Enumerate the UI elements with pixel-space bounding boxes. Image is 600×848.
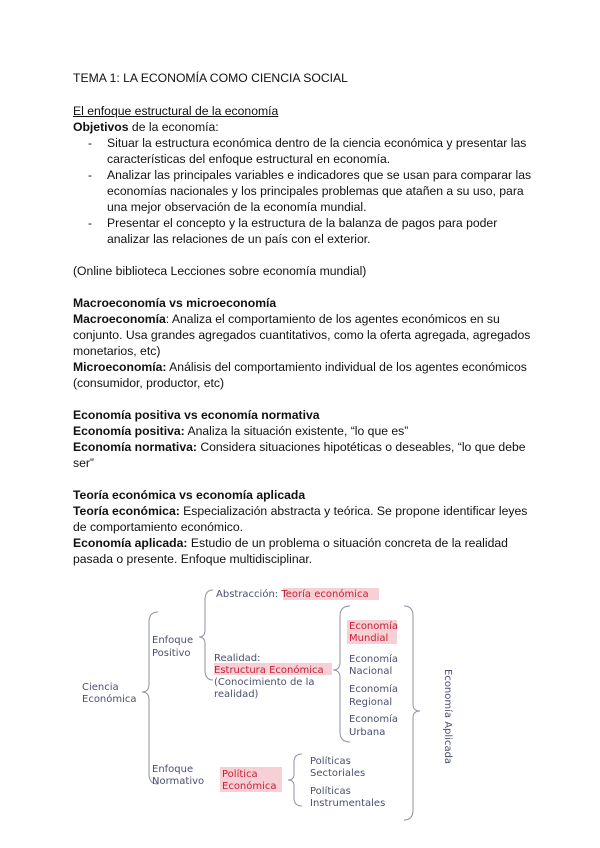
estructura-economica-label: Estructura Económica bbox=[214, 665, 324, 676]
politica-line-1: Política bbox=[222, 769, 258, 780]
objetivos-rest: de la economía: bbox=[128, 120, 219, 134]
normativa-definition: Considera situaciones hipotéticas o deseables, “lo que debe ser” bbox=[73, 440, 526, 470]
abstraccion-label: Abstracción: bbox=[216, 589, 282, 600]
positiva-term: Economía positiva: bbox=[73, 424, 185, 438]
bullet-text: Presentar el concepto y la estructura de la balanza de pagos para poder analizar las relaciones de un país con el exterior. bbox=[107, 216, 498, 246]
bullet-text: Analizar las principales variables e indicadores que se usan para comparar las economías nacionales y los principales problemas que atañen a su uso, para una mejor observación de la economía mundial. bbox=[107, 168, 532, 214]
abstraccion-line bbox=[216, 588, 369, 600]
positivo-line-1: Enfoque bbox=[152, 635, 194, 646]
section-heading: El enfoque estructural de la economía bbox=[73, 104, 279, 118]
micro-definition: Análisis del comportamiento individual de los agentes económicos (consumidor, productor, etc) bbox=[73, 360, 527, 390]
macro-term: Macroeconomía bbox=[73, 312, 166, 326]
sectoriales-line-1: Políticas bbox=[310, 756, 351, 767]
politica-line-2: Económica bbox=[222, 781, 277, 792]
teoria-term: Teoría económica: bbox=[73, 504, 180, 518]
nacional-line-1: Economía bbox=[349, 654, 399, 665]
normativo-line-2: Normativo bbox=[152, 776, 205, 787]
macro-definition: : Analiza el comportamiento de los agentes económicos en su conjunto. Usa grandes agregados cuantitativos, como la oferta agregada, agregados monetarios, etc) bbox=[73, 312, 531, 358]
aplicada-definition: Estudio de un problema o situación concreta de la realidad pasada o presente. Enfoque multidisciplinar. bbox=[73, 536, 508, 566]
teoria-definition: Especialización abstracta y teórica. Se propone identificar leyes de comportamiento económico. bbox=[73, 504, 528, 534]
teoria-economica-label: Teoría económica bbox=[281, 589, 369, 600]
normativa-term: Economía normativa: bbox=[73, 440, 197, 454]
normativo-line-1: Enfoque bbox=[152, 764, 194, 775]
realidad-label: Realidad: bbox=[214, 653, 261, 664]
conocimiento-line-2: realidad) bbox=[214, 689, 259, 700]
economia-aplicada-label: Economía Aplicada bbox=[442, 669, 453, 765]
brace-positivo bbox=[199, 590, 213, 680]
sec2-heading-text: Economía positiva vs economía normativa bbox=[73, 408, 320, 422]
urbana-line-1: Economía bbox=[349, 714, 399, 725]
bullet-dash: - bbox=[88, 136, 93, 150]
sec3-heading-text: Teoría económica vs economía aplicada bbox=[73, 488, 306, 502]
instrumentales-line-2: Instrumentales bbox=[310, 798, 386, 809]
ciencia-line-1: Ciencia bbox=[82, 682, 119, 693]
bullet-dash: - bbox=[88, 216, 93, 230]
micro-term: Microeconomía: bbox=[73, 360, 167, 374]
ciencia-line-2: Económica bbox=[82, 694, 137, 705]
brace-aplicada bbox=[404, 606, 420, 820]
source-note: (Online biblioteca Lecciones sobre economía mundial) bbox=[73, 264, 367, 278]
aplicada-term: Economía aplicada: bbox=[73, 536, 188, 550]
regional-line-1: Economía bbox=[349, 684, 399, 695]
positiva-definition: Analiza la situación existente, “lo que es” bbox=[184, 424, 409, 438]
urbana-line-2: Urbana bbox=[349, 727, 386, 738]
nacional-line-2: Nacional bbox=[349, 666, 393, 677]
bullet-text: Situar la estructura económica dentro de la ciencia económica y presentar las características del enfoque estructural en economía. bbox=[107, 136, 527, 166]
brace-politica bbox=[288, 754, 302, 806]
mundial-line-1: Economía bbox=[349, 621, 399, 632]
regional-line-2: Regional bbox=[349, 697, 393, 708]
sec1-heading-text: Macroeconomía vs microeconomía bbox=[73, 296, 277, 310]
page-title: TEMA 1: LA ECONOMÍA COMO CIENCIA SOCIAL bbox=[73, 71, 348, 85]
positivo-line-2: Positivo bbox=[152, 648, 191, 659]
sectoriales-line-2: Sectoriales bbox=[310, 768, 366, 779]
bullet-dash: - bbox=[88, 168, 93, 182]
conocimiento-line-1: (Conocimiento de la bbox=[214, 677, 315, 688]
instrumentales-line-1: Políticas bbox=[310, 786, 351, 797]
objetivos-bold: Objetivos bbox=[73, 120, 129, 134]
mundial-line-2: Mundial bbox=[349, 633, 389, 644]
